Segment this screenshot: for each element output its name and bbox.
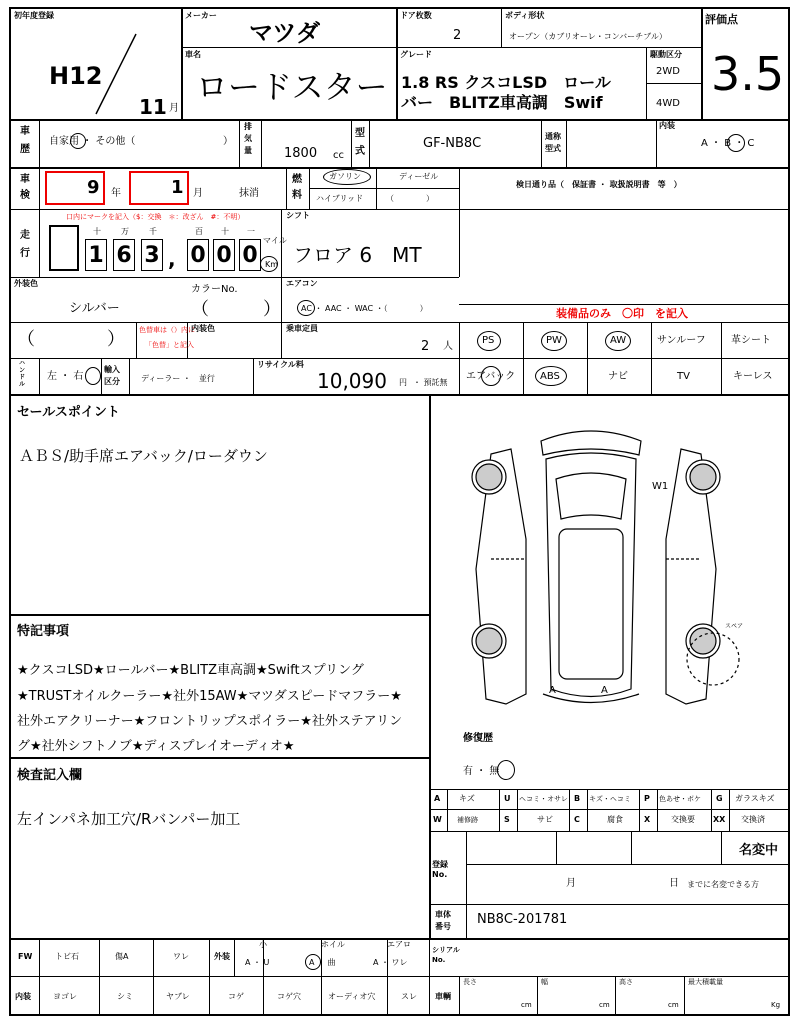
equip-sunroof: サンルーフ: [657, 335, 706, 346]
deadline-month: 月: [566, 878, 576, 889]
fuel-other: （ ）: [386, 194, 434, 203]
color-change-note-1: 色替車は（）内に: [139, 326, 195, 334]
fw-chip: トビ石: [55, 952, 79, 961]
drive-2wd: 2WD: [656, 66, 680, 77]
handle-circle: [85, 367, 101, 385]
rating-label: 評価点: [705, 13, 738, 26]
grade-label: グレード: [400, 50, 432, 59]
equip-airbag-circle: [481, 366, 501, 386]
model-label-1: 型: [355, 128, 365, 139]
equip-ps-circle: [477, 331, 501, 351]
legend-desc: ヘコミ・オサレ: [519, 795, 568, 803]
legend-code: P: [644, 794, 650, 803]
legend-desc: 腐食: [607, 815, 623, 824]
legend-desc: 色あせ・ボケ: [659, 795, 701, 803]
int-wear: スレ: [401, 992, 417, 1001]
mileage-comma: ,: [168, 247, 176, 271]
color-no-paren: （ ）: [191, 299, 281, 320]
rear-bumper: [543, 694, 639, 703]
mileage-note: 口内にマークを記入（$：交換 ＊：改ざん #：不明）: [66, 213, 245, 221]
fuel-hybrid: ハイブリッド: [316, 194, 364, 203]
body-value: オープン（カブリオーレ・コンバーチブル）: [509, 32, 667, 41]
displacement-label-3: 量: [244, 146, 252, 155]
fuel-diesel: ディーゼル: [399, 172, 439, 181]
mileage-digit[interactable]: 3: [141, 239, 163, 271]
handle-label-1: ハ: [19, 360, 26, 367]
inspection-label-2: 検: [20, 190, 30, 201]
import-label-2: 区分: [104, 377, 120, 386]
legend-code: W: [433, 815, 442, 824]
exterior-color-label: 外装色: [14, 279, 38, 288]
length-unit: cm: [521, 1001, 532, 1009]
mileage-unit-6: 一: [247, 227, 255, 236]
car-diagram: [451, 419, 744, 719]
ac-circle: [297, 300, 315, 316]
color-no-label: カラーNo.: [191, 284, 238, 295]
mileage-blank-box[interactable]: [49, 225, 79, 271]
registration-label-1: 登録: [432, 860, 448, 869]
model-label-2: 式: [355, 146, 365, 157]
ac-label: エアコン: [286, 279, 318, 288]
mileage-digit[interactable]: 0: [213, 239, 235, 271]
name-change-label: 名変中: [739, 843, 779, 858]
inspection-year-unit: 年: [111, 188, 121, 199]
equip-abs-circle: [535, 366, 567, 386]
handle-label-3: ド: [19, 374, 26, 381]
legend-code: B: [574, 794, 581, 803]
displacement-value: 1800: [284, 146, 318, 161]
exterior-color-value: シルバー: [69, 301, 120, 316]
wheel-label: ホイル: [321, 940, 345, 949]
history-close-paren: ）: [223, 136, 233, 147]
int-tear: ヤブレ: [166, 992, 190, 1001]
equip-abs: ABS: [540, 371, 560, 382]
chassis-label-2: 番号: [435, 922, 451, 931]
car-name-label: 車名: [185, 50, 201, 59]
private-use-circle: [70, 133, 86, 149]
special-note-line: ★TRUSTオイルクーラー★社外15AW★マツダスピードマフラー★: [17, 689, 402, 704]
displacement-unit: cc: [333, 150, 344, 161]
deadline-day: 日: [669, 878, 679, 889]
interior-grade-options: A ・ B ・ C: [701, 138, 755, 149]
special-notes-label: 特記事項: [17, 624, 70, 639]
chassis-number: NB8C-201781: [477, 912, 568, 927]
mileage-unit-3: 千: [149, 227, 157, 236]
width-unit: cm: [599, 1001, 610, 1009]
shift-value: フロア 6 MT: [293, 243, 422, 267]
legend-desc: サビ: [537, 815, 553, 824]
equip-aw: AW: [610, 335, 627, 346]
inspection-notes-text: 左インパネ加工穴/Rバンパー加工: [17, 810, 241, 828]
damage-mark-w1: W1: [652, 481, 669, 492]
sales-point-text: ＡＢＳ/助手席エアバック/ローダウン: [19, 447, 268, 465]
damage-mark-a: A: [601, 685, 608, 696]
int-audio-hole: オーディオ穴: [328, 992, 376, 1001]
small-label: 小: [259, 940, 267, 949]
car-dims-label: 車輌: [435, 992, 451, 1001]
width-label: 幅: [541, 978, 548, 986]
drive-label: 駆動区分: [650, 50, 682, 59]
legend-code: G: [716, 794, 723, 803]
fw-crack: ワレ: [173, 952, 189, 961]
length-label: 長さ: [463, 978, 477, 986]
int-burn-hole: コゲ穴: [277, 992, 301, 1001]
equipment-header: 装備品のみ 〇印 を記入: [556, 307, 688, 320]
inspection-month: 1: [171, 177, 184, 198]
legend-code: A: [434, 794, 441, 803]
maker-value: マツダ: [249, 19, 321, 47]
special-note-line: グ★社外シフトノブ★ディスプレイオーディオ★: [17, 739, 295, 754]
interior-grade-circle: [727, 134, 745, 152]
special-note-line: 社外エアクリーナー★フロントリップスポイラー★社外ステアリン: [17, 714, 403, 729]
exterior-label: 外装: [214, 952, 230, 961]
km-circle: [260, 256, 278, 272]
inspection-notes-label: 検査記入欄: [17, 768, 83, 783]
capacity-unit: 人: [443, 341, 453, 352]
ac-options: AC ・ AAC ・ WAC ・（ ）: [301, 304, 428, 313]
height-unit: cm: [668, 1001, 679, 1009]
mileage-unit-1: 十: [93, 227, 101, 236]
spare-label: スペア: [725, 623, 744, 630]
legend-desc: 交換要: [671, 815, 695, 824]
mileage-unit-4: 百: [195, 227, 203, 236]
inspection-month-unit: 月: [193, 188, 203, 199]
drive-4wd: 4WD: [656, 98, 680, 109]
equip-airbag: エアバック: [466, 371, 516, 382]
handle-label-4: ル: [19, 381, 26, 388]
history-label-2: 歴: [20, 144, 30, 155]
fw-label: FW: [18, 952, 33, 961]
model-value: GF-NB8C: [423, 136, 482, 151]
recycle-label: リサイクル料: [257, 360, 304, 369]
equip-keyless: キーレス: [733, 371, 773, 382]
fuel-label-1: 燃: [292, 174, 302, 185]
roof-outline: [541, 431, 641, 455]
color-change-note-2: 「色替」と記入: [145, 341, 194, 349]
recycle-value: 10,090: [317, 369, 387, 393]
legend-desc: ガラスキズ: [735, 794, 775, 803]
common-model-label-2: 型式: [545, 144, 561, 153]
fuel-gasoline-circle: [323, 169, 371, 185]
mileage-unit-2: 万: [121, 227, 129, 236]
max-load-label: 最大積載量: [688, 978, 723, 986]
mileage-label-1: 走: [20, 230, 30, 241]
small-value: A ・ U: [245, 958, 270, 967]
wheel-value: A ・ 曲: [309, 958, 336, 967]
aero-value: A ・ ワレ: [373, 958, 408, 967]
displacement-label-1: 排: [244, 122, 252, 131]
date-slash: [86, 29, 146, 119]
damage-mark-a: A: [549, 685, 556, 696]
fuel-gasoline: ガソリン: [329, 172, 361, 181]
wheel-circle: [305, 954, 321, 970]
doors-value: 2: [453, 28, 462, 43]
auction-sheet: [9, 7, 790, 1016]
recycle-deposit: ・ 預託無: [413, 378, 448, 387]
car-body-top: [559, 529, 623, 679]
mileage-digit[interactable]: 1: [85, 239, 107, 271]
interior-label: 内装: [15, 992, 31, 1001]
mileage-label-2: 行: [20, 248, 30, 259]
fw-scratch: 傷A: [115, 952, 129, 961]
mileage-digit[interactable]: 0: [239, 239, 261, 271]
sales-point-label: セールスポイント: [17, 405, 120, 420]
inspection-label-1: 車: [20, 174, 30, 185]
first-reg-month: 11: [139, 95, 167, 119]
legend-desc: キズ: [459, 794, 475, 803]
fuel-label-2: 料: [292, 190, 302, 201]
legend-code: U: [504, 794, 511, 803]
legend-desc: 交換済: [741, 815, 765, 824]
legend-code: C: [574, 815, 580, 824]
displacement-label-2: 気: [244, 134, 252, 143]
legend-desc: 補修跡: [457, 816, 478, 824]
mileage-unit-5: 十: [221, 227, 229, 236]
rating-value: 3.5: [711, 47, 785, 101]
import-label-1: 輸入: [104, 365, 120, 374]
paren-left: （ ）: [17, 329, 125, 350]
equip-pw-circle: [541, 331, 567, 351]
equip-navi: ナビ: [608, 371, 628, 382]
repair-history-label: 修復歴: [463, 733, 493, 744]
handle-label-2: ン: [19, 367, 26, 374]
car-name-value: ロードスター: [196, 68, 388, 106]
documents-label: 検日通り品（ 保証書 ・ 取扱説明書 等 ）: [516, 180, 682, 189]
maker-label: メーカー: [185, 11, 217, 20]
inspection-year: 9: [87, 177, 100, 198]
equip-aw-circle: [605, 331, 631, 351]
mileage-digit[interactable]: 0: [187, 239, 209, 271]
doors-label: ドア枚数: [400, 11, 432, 20]
history-label-1: 車: [20, 126, 30, 137]
load-unit: Kg: [771, 1001, 781, 1009]
body-label: ボディ形状: [505, 11, 545, 20]
grade-line-2: バー BLITZ車高調 Swif: [401, 93, 603, 112]
int-stain: シミ: [117, 992, 133, 1001]
repair-none-circle: [497, 760, 515, 780]
handle-value: 左 ・ 右: [47, 371, 84, 382]
mileage-km: Km: [265, 260, 279, 269]
legend-desc: キズ・ヘコミ: [589, 795, 631, 803]
first-reg-month-unit: 月: [169, 103, 179, 114]
shift-label: シフト: [286, 211, 310, 220]
cancel-label: 抹消: [239, 188, 259, 199]
equip-ps: PS: [482, 335, 495, 346]
first-reg-year: H12: [49, 62, 103, 90]
first-reg-label: 初年度登録: [14, 11, 54, 20]
repair-history-value: 有 ・ 無: [463, 766, 500, 777]
serial-label-2: No.: [432, 956, 446, 964]
equip-leather: 革シート: [731, 335, 771, 346]
legend-code: X: [644, 815, 651, 824]
grade-line-1: 1.8 RS クスコLSD ロール: [401, 73, 611, 92]
import-value: ディーラー ・ 並行: [141, 374, 215, 383]
deadline-note: までに名変できる方: [687, 880, 759, 889]
chassis-label-1: 車体: [435, 910, 451, 919]
serial-label-1: シリアル: [432, 946, 460, 954]
interior-color-label: 内装色: [191, 324, 215, 333]
windshield: [556, 473, 626, 519]
legend-code: S: [504, 815, 510, 824]
mileage-digit[interactable]: 6: [113, 239, 135, 271]
equip-pw: PW: [546, 335, 562, 346]
legend-code: XX: [713, 815, 726, 824]
recycle-yen: 円: [399, 378, 407, 387]
capacity-value: 2: [421, 339, 430, 354]
special-note-line: ★クスコLSD★ロールバー★BLITZ車高調★Swiftスプリング: [17, 663, 364, 678]
height-label: 高さ: [619, 978, 633, 986]
capacity-label: 乗車定員: [286, 324, 318, 333]
aero-label: エアロ: [387, 940, 411, 949]
common-model-label-1: 通称: [545, 132, 561, 141]
registration-label-2: No.: [432, 870, 448, 879]
history-text: 自家用 ・ その他（: [49, 136, 136, 147]
interior-grade-label: 内装: [659, 121, 675, 130]
int-burn: コゲ: [228, 992, 244, 1001]
mileage-mile: マイル: [263, 236, 287, 245]
int-dirt: ヨゴレ: [53, 992, 77, 1001]
equip-tv: TV: [677, 371, 690, 382]
